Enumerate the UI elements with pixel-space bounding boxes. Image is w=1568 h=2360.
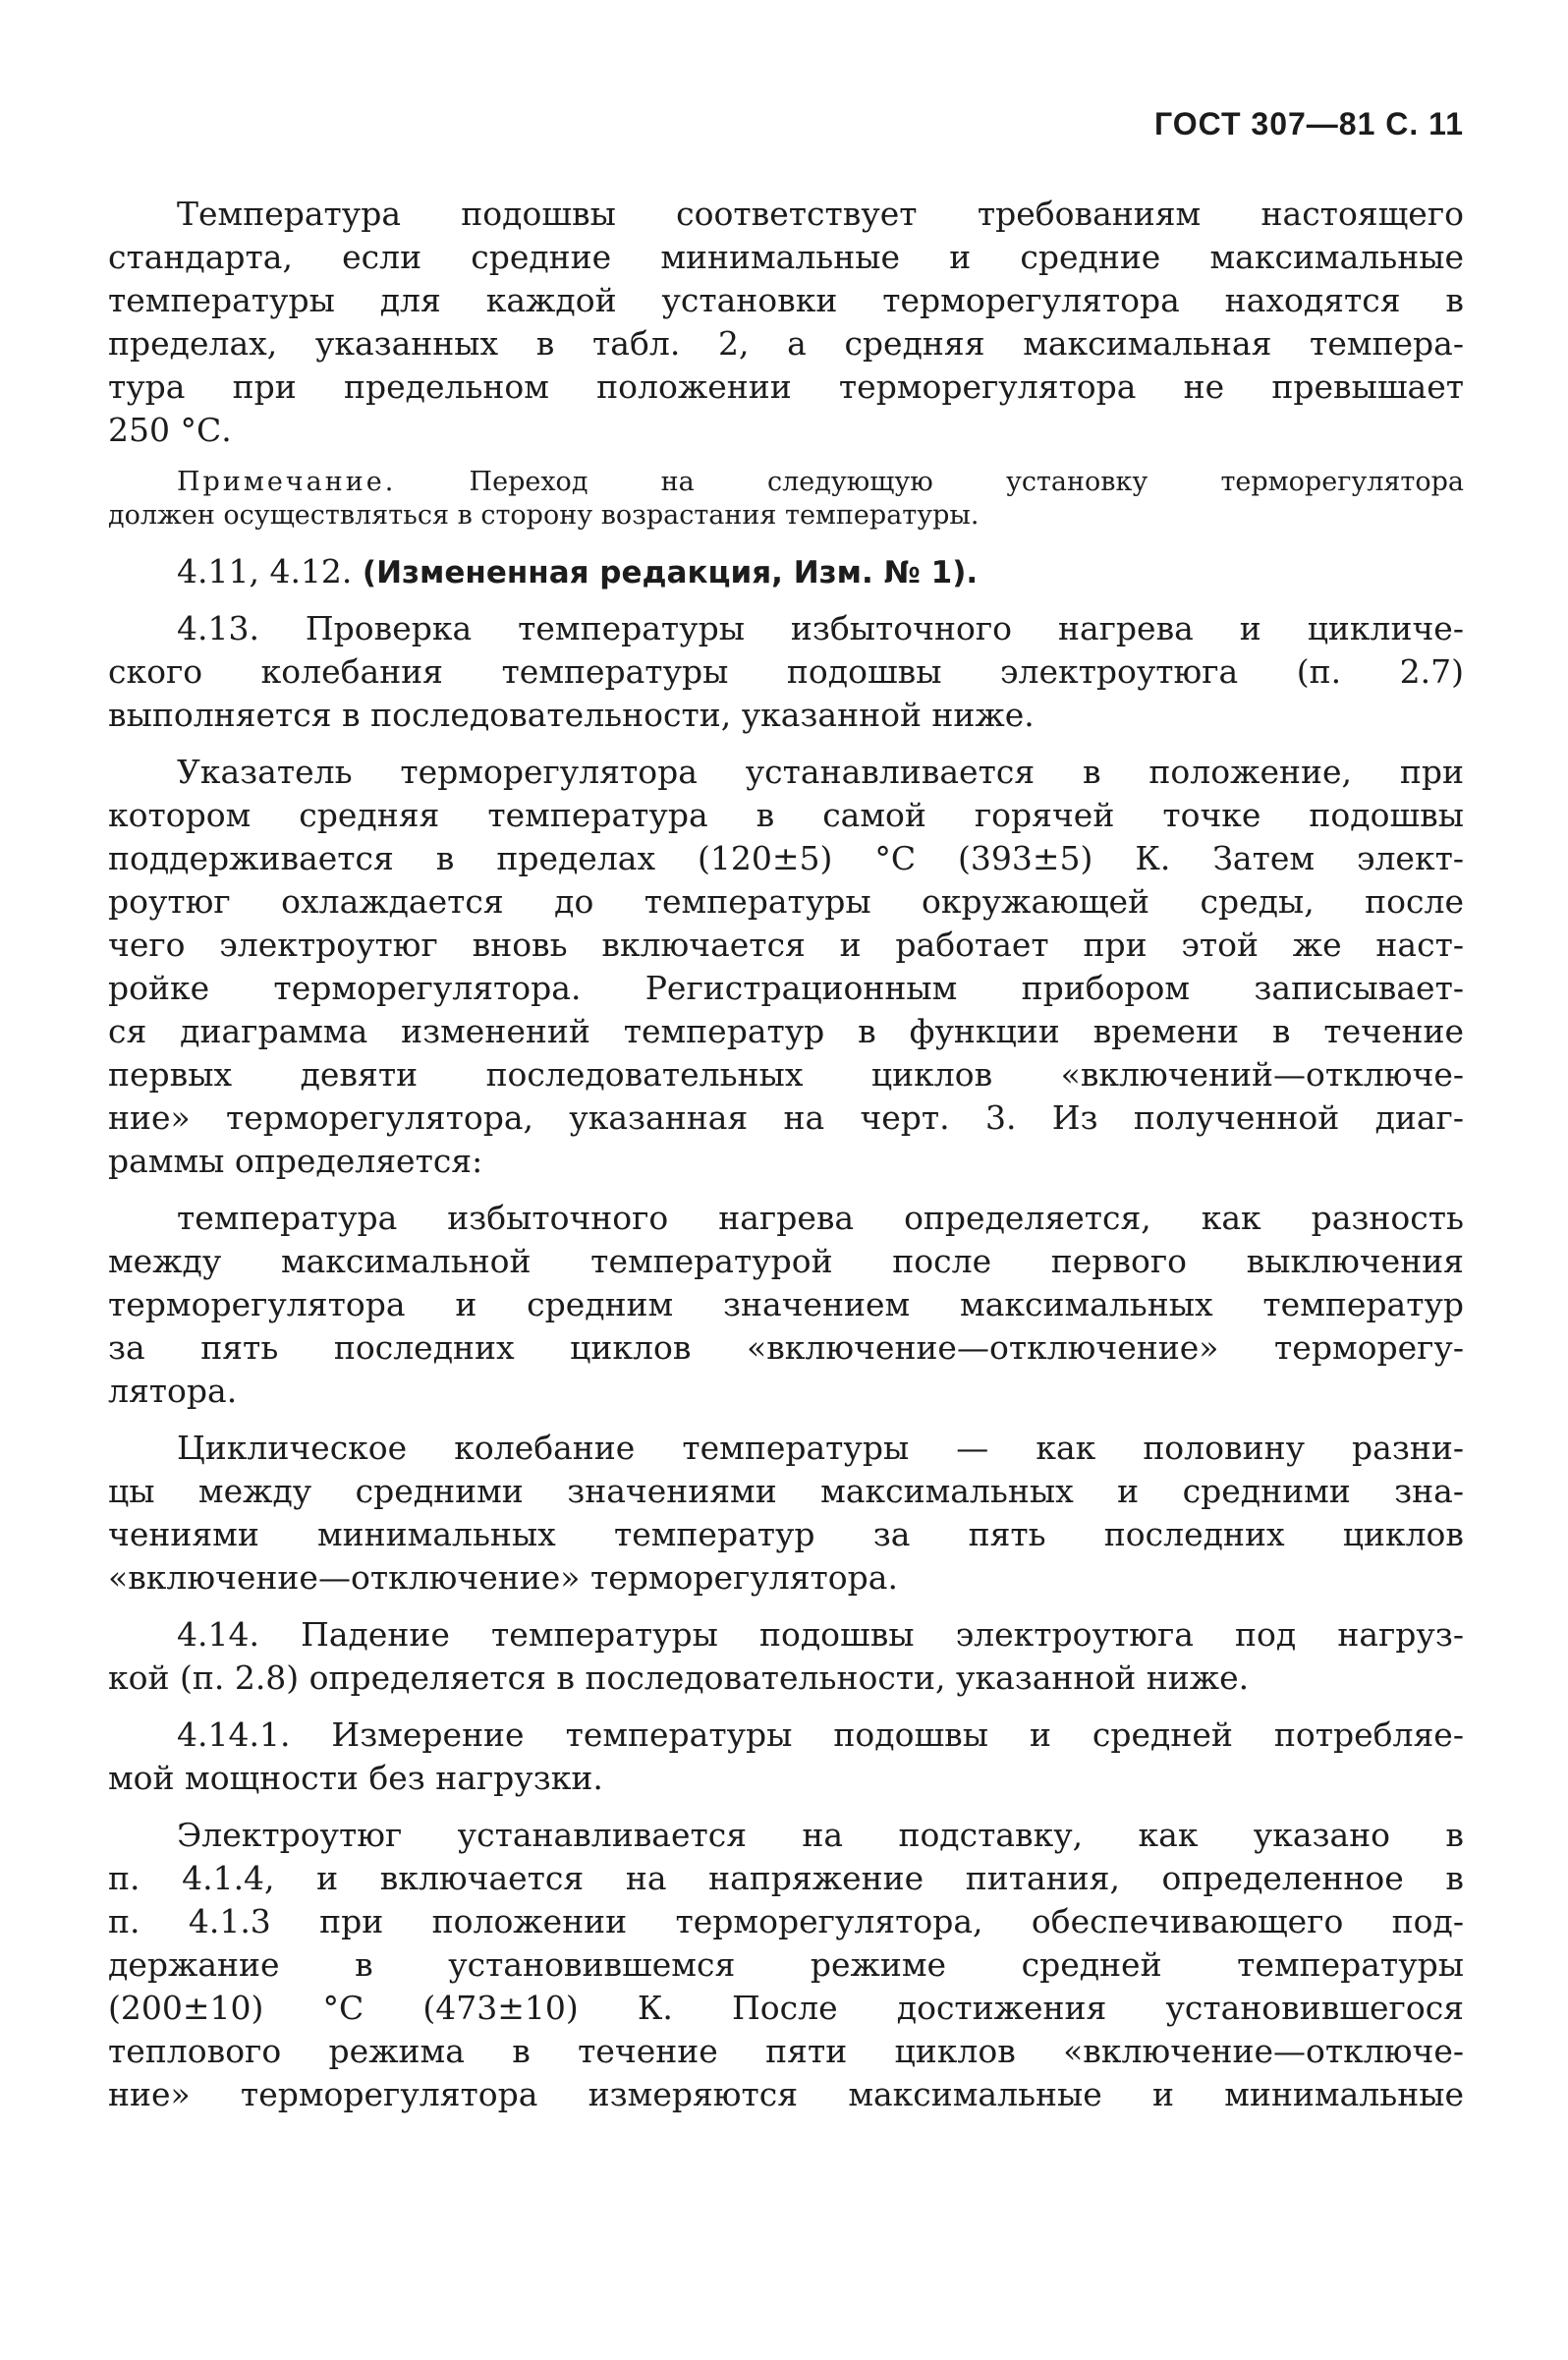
text-line: п. 4.1.3 при положении терморегулятора, обеспечивающего под-	[108, 1902, 1464, 1940]
text-line: температура избыточного нагрева определяется, как разность	[177, 1199, 1464, 1237]
text-line: ся диаграмма изменений температур в функции времени в течение	[108, 1012, 1464, 1050]
text-line: выполняется в последовательности, указанной ниже.	[108, 696, 1035, 734]
note-block	[108, 466, 1464, 533]
text-line: роутюг охлаждается до температуры окружающей среды, после	[108, 882, 1464, 921]
text-line: чениями минимальных температур за пять последних циклов	[108, 1515, 1464, 1553]
text-line: поддерживается в пределах (120±5) °С (393±5) К. Затем элект-	[108, 839, 1464, 877]
text-line: первых девяти последовательных циклов «включений—отключе-	[108, 1055, 1464, 1094]
text-line: пределах, указанных в табл. 2, а средняя максимальная темпера-	[108, 324, 1464, 363]
text-line: Электроутюг устанавливается на подставку, как указано в	[177, 1816, 1464, 1854]
note-line: должен осуществляться в сторону возрастания температуры.	[108, 500, 980, 531]
text-line: лятора.	[108, 1372, 238, 1410]
amendment-note: (Измененная редакция, Изм. № 1).	[362, 555, 979, 590]
paragraph-4-13	[108, 607, 1464, 737]
text-line	[108, 550, 1464, 593]
text-line: ние» терморегулятора, указанная на черт. 3. Из полученной диаг-	[108, 1098, 1464, 1137]
text-line: между максимальной температурой после первого выключения	[108, 1242, 1464, 1280]
text-line: 4.14.1. Измерение температуры подошвы и средней потребляе-	[177, 1715, 1464, 1754]
text-line: терморегулятора и средним значением максимальных температур	[108, 1285, 1464, 1323]
paragraph-cyclic	[108, 1427, 1464, 1600]
text-line: 4.14. Падение температуры подошвы электроутюга под нагруз-	[177, 1615, 1464, 1654]
text-line: котором средняя температура в самой горячей точке подошвы	[108, 796, 1464, 834]
paragraph-iron-setup	[108, 1814, 1464, 2116]
text-line: теплового режима в течение пяти циклов «включение—отключе-	[108, 2032, 1464, 2070]
text-line: ского колебания температуры подошвы электроутюга (п. 2.7)	[108, 652, 1464, 691]
text-line: чего электроутюг вновь включается и работает при этой же наст-	[108, 926, 1464, 964]
text-line: стандарта, если средние минимальные и средние максимальные	[108, 238, 1464, 276]
note-line	[108, 466, 1464, 499]
paragraph-amendment	[108, 550, 1464, 593]
text-line: раммы определяется:	[108, 1142, 483, 1180]
page-body	[108, 193, 1464, 2130]
text-line: ние» терморегулятора измеряются максимальные и минимальные	[108, 2075, 1464, 2113]
text-line: ройке терморегулятора. Регистрационным прибором записывает-	[108, 969, 1464, 1007]
amendment-clauses: 4.11, 4.12.	[177, 552, 363, 590]
text-line: Температура подошвы соответствует требованиям настоящего	[177, 195, 1464, 233]
text-line: тура при предельном положении терморегулятора не превышает	[108, 367, 1464, 406]
text-line: п. 4.1.4, и включается на напряжение питания, определенное в	[108, 1859, 1464, 1897]
document-page	[108, 0, 1464, 2360]
text-line: Указатель терморегулятора устанавливается в положение, при	[177, 753, 1464, 791]
note-label: Примечание.	[177, 467, 397, 497]
text-line: «включение—отключение» терморегулятора.	[108, 1558, 898, 1597]
text-line: 250 °С.	[108, 411, 232, 449]
text-line: 4.13. Проверка температуры избыточного нагрева и цикличе-	[177, 609, 1464, 647]
running-head: ГОСТ 307—81 С. 11	[1154, 106, 1464, 141]
note-text: Переход на следующую установку терморегулятора	[396, 467, 1464, 497]
paragraph-indicator	[108, 751, 1464, 1183]
text-line: держание в установившемся режиме средней температуры	[108, 1945, 1464, 1984]
paragraph-overheat	[108, 1197, 1464, 1413]
text-line: за пять последних циклов «включение—отключение» терморегу-	[108, 1328, 1464, 1367]
paragraph-4-14	[108, 1613, 1464, 1700]
text-line: цы между средними значениями максимальных и средними зна-	[108, 1472, 1464, 1510]
paragraph-sole-temperature	[108, 193, 1464, 452]
text-line: (200±10) °С (473±10) К. После достижения установившегося	[108, 1989, 1464, 2027]
paragraph-4-14-1	[108, 1714, 1464, 1800]
text-line: температуры для каждой установки терморегулятора находятся в	[108, 281, 1464, 319]
text-line: кой (п. 2.8) определяется в последовательности, указанной ниже.	[108, 1658, 1250, 1697]
text-line: мой мощности без нагрузки.	[108, 1759, 603, 1797]
text-line: Циклическое колебание температуры — как половину разни-	[177, 1429, 1464, 1467]
